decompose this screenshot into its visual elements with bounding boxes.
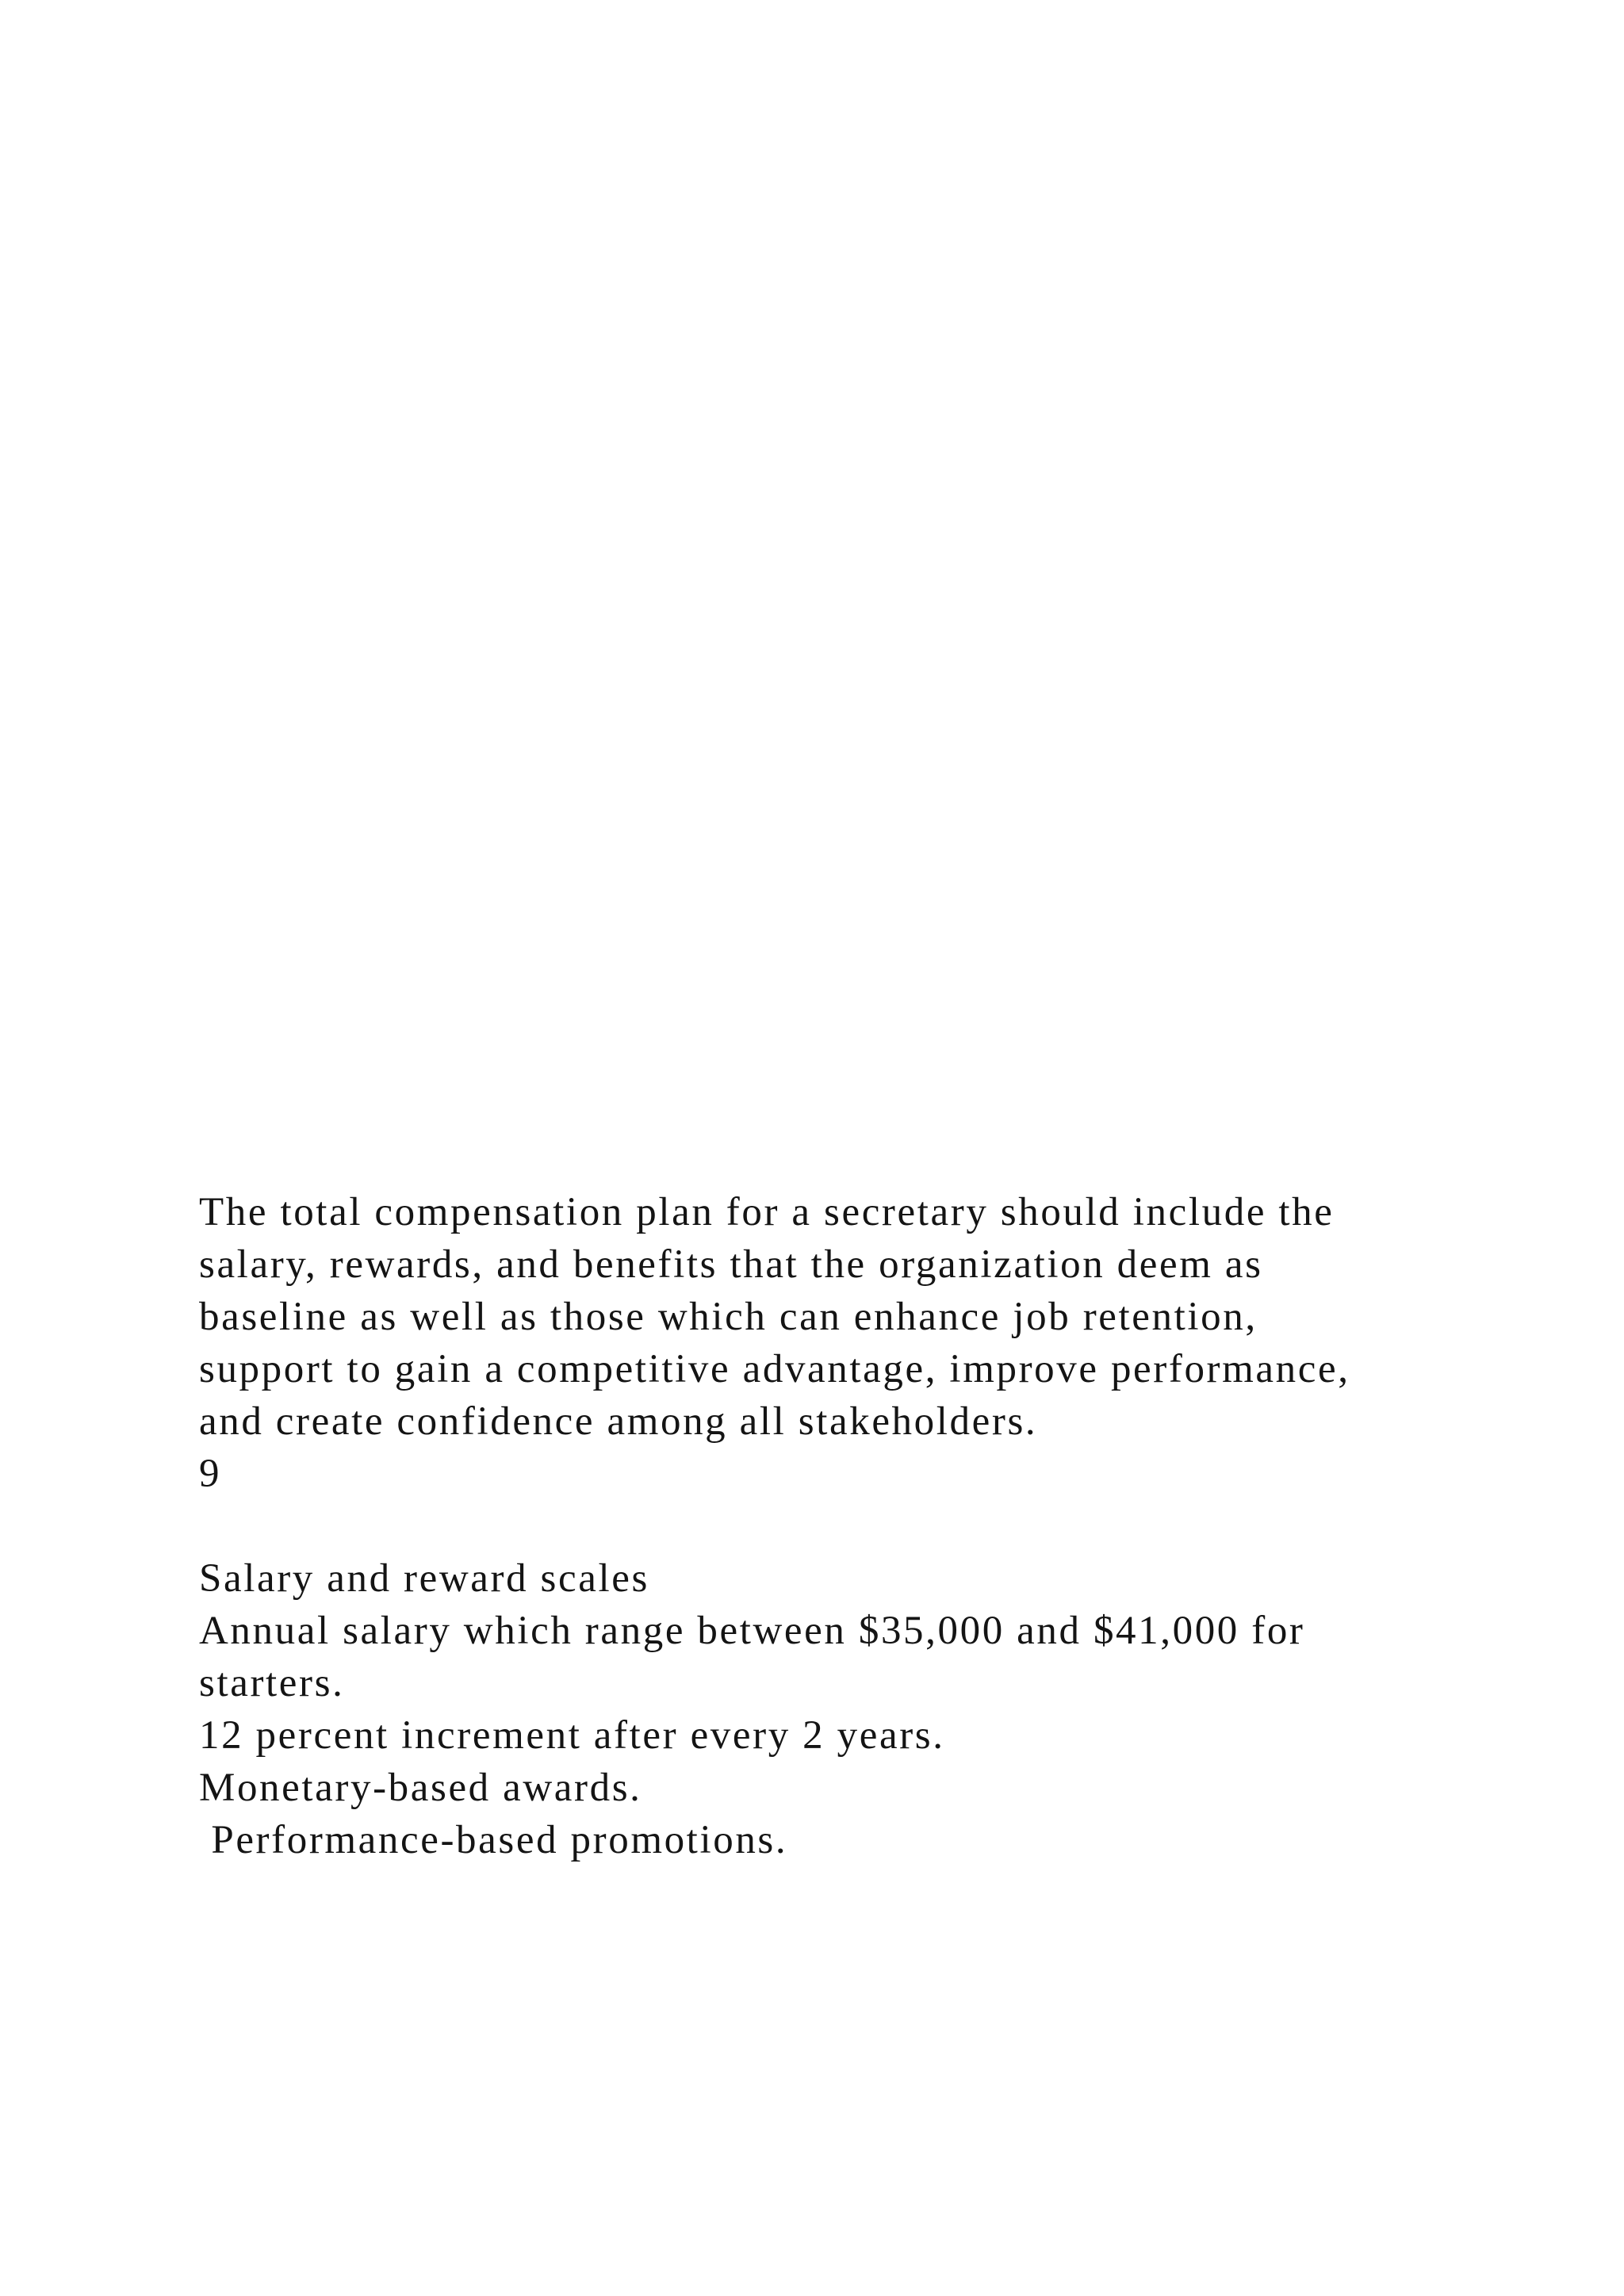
section-line-4: Monetary-based awards. — [199, 1766, 642, 1810]
document-text — [199, 1186, 1547, 1866]
section-line-5: Performance-based promotions. — [199, 1818, 788, 1862]
section-line-2: starters. — [199, 1661, 345, 1705]
paragraph-line-2: salary, rewards, and benefits that the organization deem as — [199, 1242, 1263, 1287]
paragraph-line-1: The total compensation plan for a secretary should include the — [199, 1190, 1335, 1234]
section-line-3: 12 percent increment after every 2 years. — [199, 1713, 945, 1758]
paragraph-line-5: and create confidence among all stakeholders. — [199, 1399, 1038, 1444]
section-line-1: Annual salary which range between $35,000 and $41,000 for — [199, 1609, 1305, 1653]
page-number: 9 — [199, 1452, 222, 1496]
paragraph-line-4: support to gain a competitive advantage, improve performance, — [199, 1347, 1350, 1391]
blank-line — [199, 1500, 1547, 1552]
paragraph-line-3: baseline as well as those which can enhance job retention, — [199, 1295, 1258, 1339]
section-heading: Salary and reward scales — [199, 1556, 649, 1601]
